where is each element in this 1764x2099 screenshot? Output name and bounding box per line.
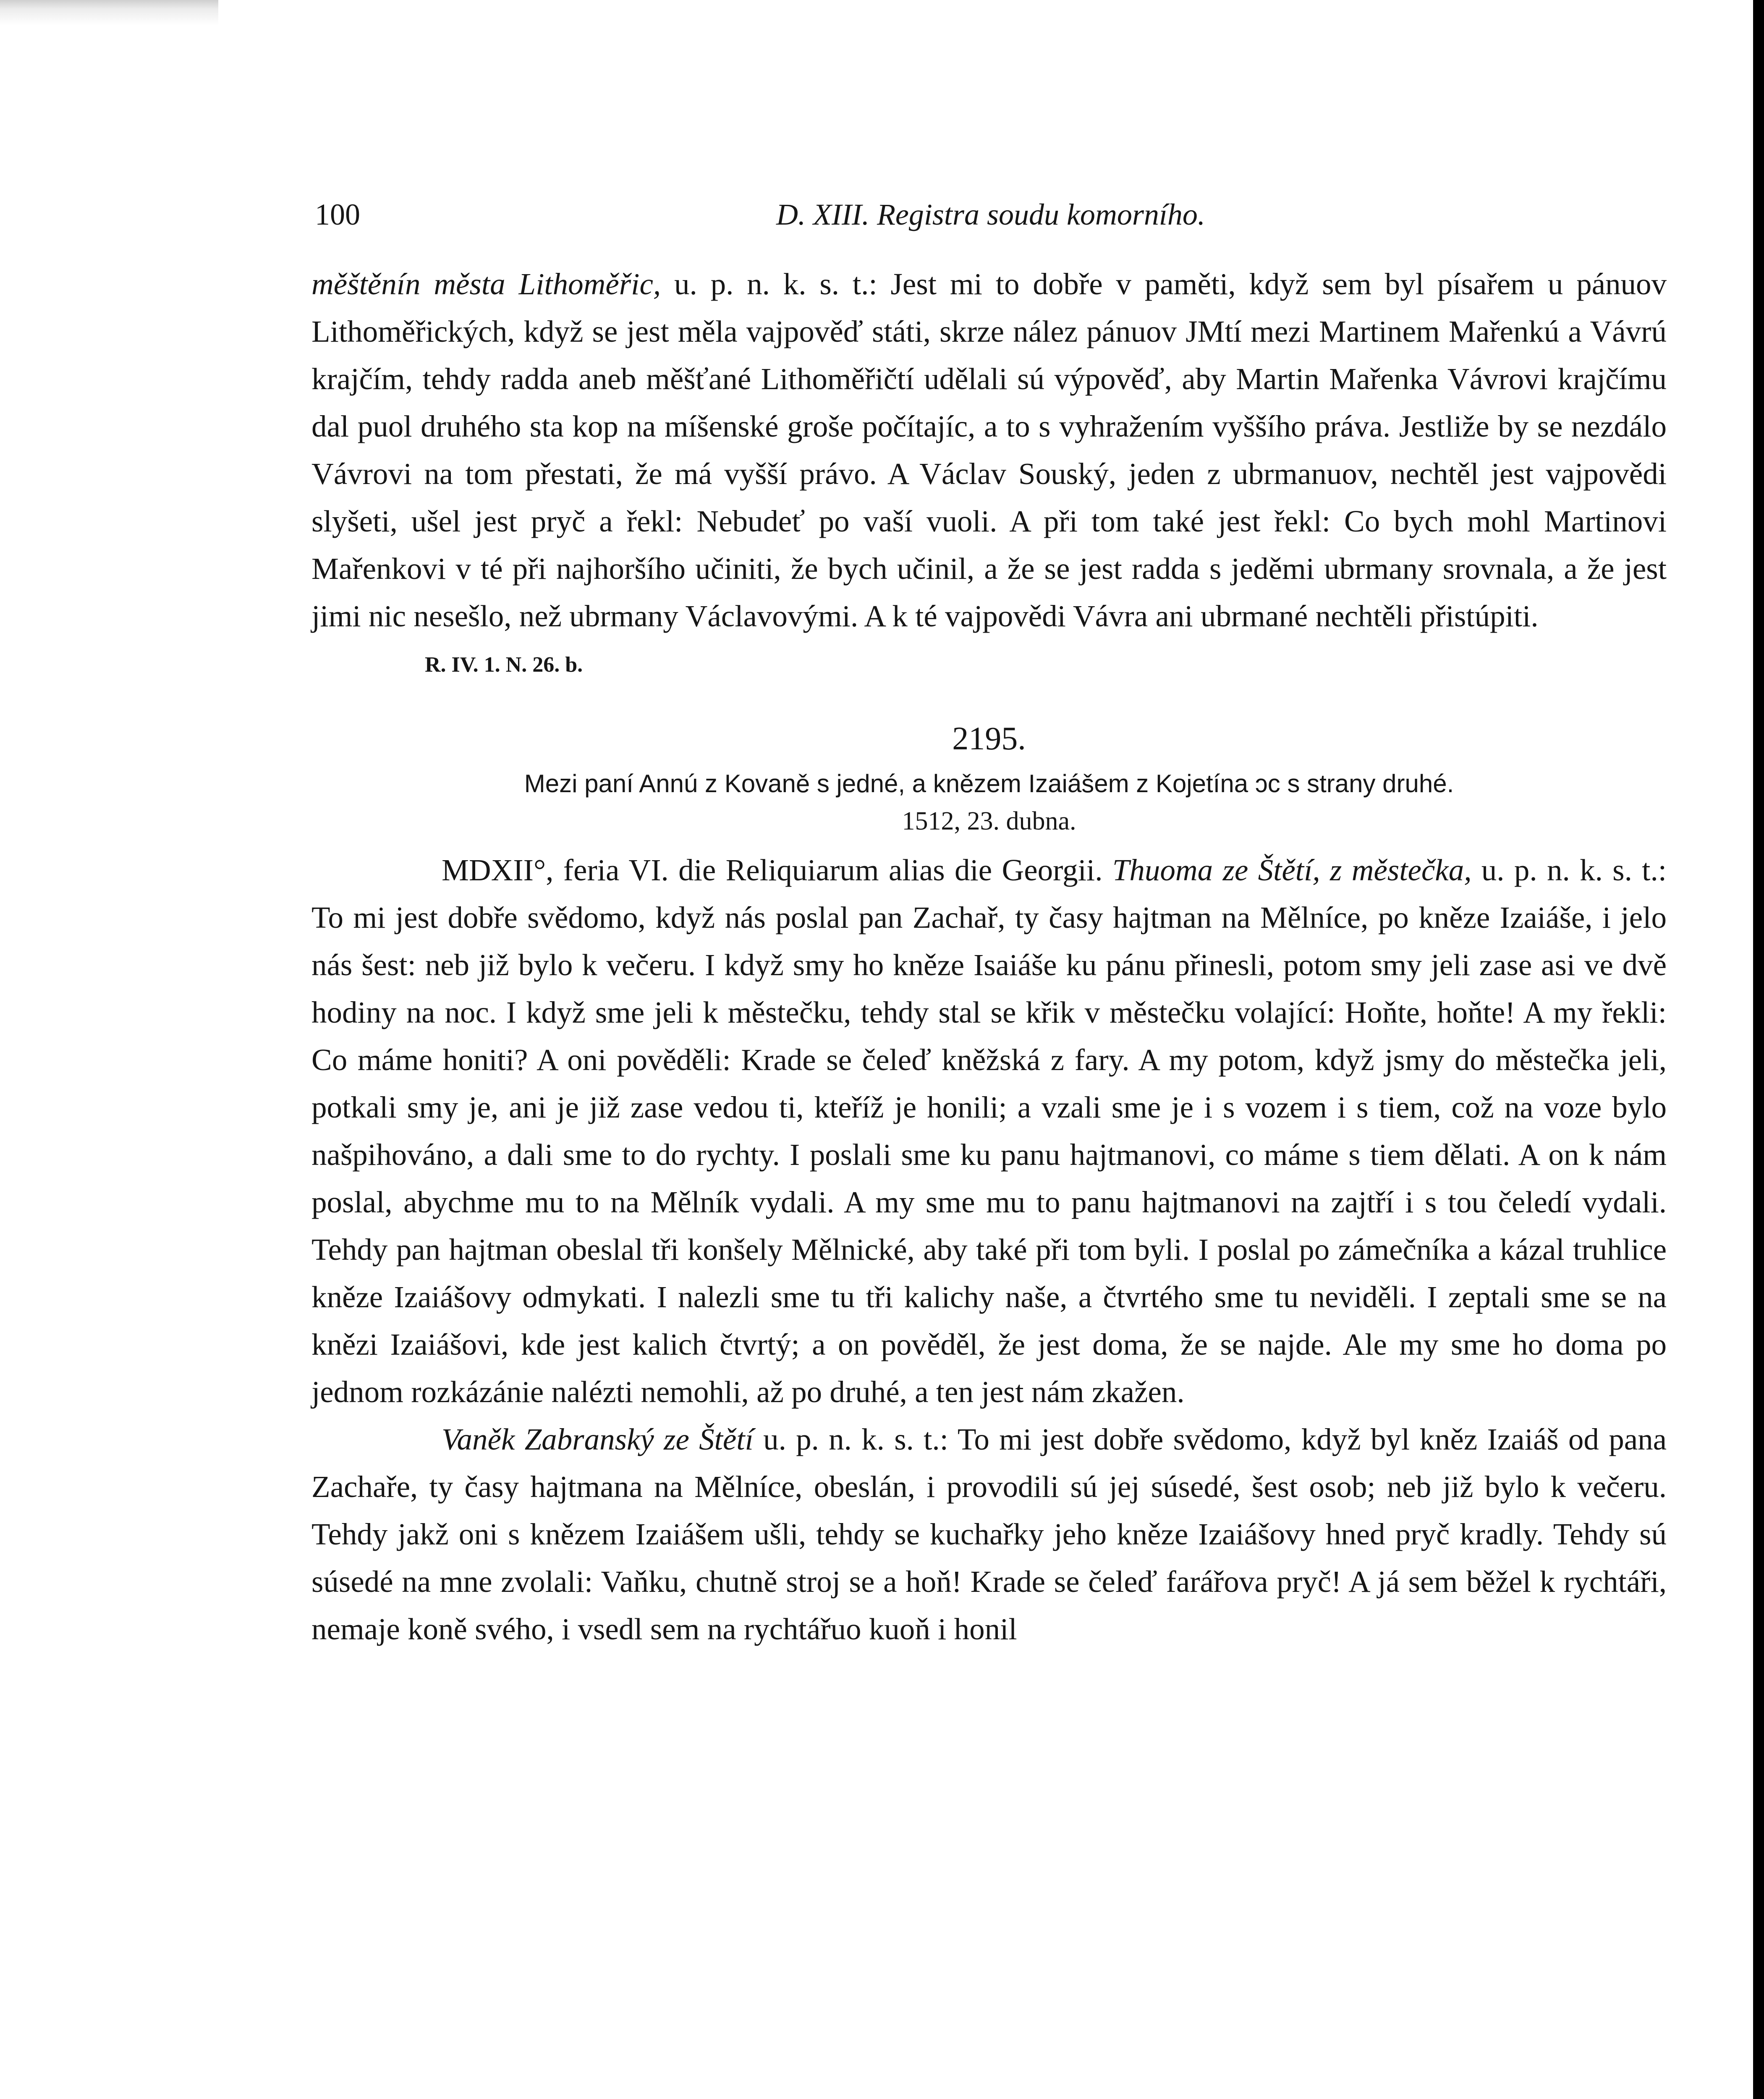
page-header [315,197,1667,243]
testimony-paragraph [311,1416,1667,1653]
page-number: 100 [315,198,360,231]
entry-number: 2195. [952,720,1026,756]
entry-lead: MDXII°, feria VI. die Reliquiarum alias die Georgii. [442,853,1112,887]
witness-name: měštěnín města Lithoměřic, [311,267,661,301]
running-title: D. XIII. Registra soudu komorního. [776,198,1205,231]
scan-top-smudge [0,0,218,25]
continuation-paragraph [311,260,1667,640]
witness-name: Vaněk Zabranský ze Štětí [442,1422,754,1456]
testimony-paragraph [311,846,1667,1416]
witness-name: Thuoma ze Štětí, z městečka, [1112,853,1472,887]
testimony-text: u. p. n. k. s. t.: To mi jest dobře svědomo, když nás poslal pan Zachař, ty časy hajtman na Mělníce, po kněze Izaiáše, i jelo nás šest: neb již bylo k večeru. I když smy ho kněze Isaiáše ku pánu přinesli, potom smy jeli zase asi ve dvě hodiny na noc. I když sme jeli k městečku, tehdy stal se křik v městečku volající: Hoňte, hoňte! A my řekli: Co máme honiti? A oni pověděli: Krade se čeleď kněžská z fary. A my potom, když jsmy do městečka jeli, potkali smy je, ani je již zase vedou ti, kteříž je honili; a vzali sme je i s vozem i s tiem, což na voze bylo našpihováno, a dali sme to do rychty. I poslali sme ku panu hajtmanovi, co máme s tiem dělati. A on k nám poslal, abychme mu to na Mělník vydali. A my sme mu to panu hajtmanovi na zajtří i s tou čeledí vydali. Tehdy pan hajtman obeslal tři konšely Mělnické, aby také při tom byli. I poslal po zámečníka a kázal truhlice kněze Izaiášovy odmykati. I nalezli sme tu tři kalichy naše, a čtvrtého sme tu neviděli. I zeptali sme se na knězi Izaiášovi, kde jest kalich čtvrtý; a on pověděl, že jest doma, že se najde. Ale my sme ho doma po jednom rozkázánie nalézti nemohli, až po druhé, a ten jest nám zkažen. [311,853,1667,1409]
page-body [311,260,1667,1653]
testimony-text: u. p. n. k. s. t.: To mi jest dobře svědomo, když byl kněz Izaiáš od pana Zachaře, ty časy hajtmana na Mělníce, obeslán, i provodili sú jej súsedé, šest osob; neb již bylo k večeru. Tehdy jakž oni s knězem Izaiášem ušli, tehdy se kuchařky jeho kněze Izaiášovy hned pryč kradly. Tehdy sú súsedé na mne zvolali: Vaňku, chutně stroj se a hoň! Krade se čeleď farářova pryč! A já sem běžel k rychtáři, nemaje koně svého, i vsedl sem na rychtářuo kuoň i honil [311,1422,1667,1646]
scan-page-edge [1753,0,1764,2099]
entry-date: 1512, 23. dubna. [902,807,1076,835]
testimony-text: u. p. n. k. s. t.: Jest mi to dobře v paměti, když sem byl písařem u pánuov Lithoměřických, když se jest měla vajpověď státi, skrze nález pánuov JMtí mezi Martinem Mařenkú a Vávrú krajčím, tehdy radda aneb měšťané Lithoměřičtí udělali sú výpověď, aby Martin Mařenka Vávrovi krajčímu dal puol druhého sta kop na míšenské groše počítajíc, a to s vyhražením vyššího práva. Jestliže by se nezdálo Vávrovi na tom přestati, že má vyšší právo. A Václav Souský, jeden z ubrmanuov, nechtěl jest vajpovědi slyšeti, ušel jest pryč a řekl: Nebudeť po vaší vuoli. A při tom také jest řekl: Co bych mohl Martinovi Mařenkovi v té při najhoršího učiniti, že bych učinil, a že se jest radda s jeděmi ubrmany srovnala, a že jest jimi nic nesešlo, než ubrmany Václavovými. A k té vajpovědi Vávra ani ubrmané nechtěli přistúpiti. [311,267,1667,633]
archive-reference: R. IV. 1. N. 26. b. [425,653,583,677]
entry-summary: Mezi paní Annú z Kovaně s jedné, a knězem Izaiášem z Kojetína ɔc s strany druhé. [524,769,1454,798]
